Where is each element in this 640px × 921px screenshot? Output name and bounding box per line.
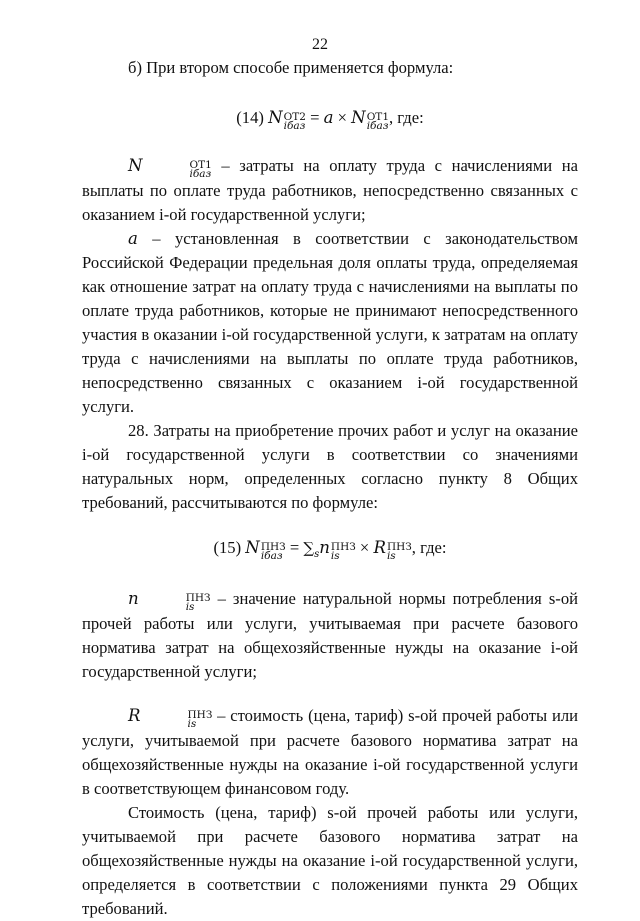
- definition-n-ot1-symbol: N: [128, 156, 143, 175]
- definition-r-pnz-sup: ПНЗ: [187, 709, 213, 721]
- definition-r-pnz-symbol: R: [128, 706, 141, 725]
- definition-r-pnz-sub: is: [187, 718, 197, 730]
- formula-15-lhs-symbol: N: [245, 538, 260, 557]
- page-number: 22: [312, 36, 328, 53]
- definition-n-pnz-sub: is: [185, 601, 195, 613]
- definition-a-text: – установленная в соответствии с законодательством Российской Федерации предельная доля оплаты труда, определяемая как отношение затрат на оплату труда с начислениями на выплаты по оплате труда работников, которые не принимают непосредственного участия в оказании i-ой государственной услуги, к затратам на оплату труда с начислениями на выплаты по оплате труда работников, непосредственно связанных с оказанием i-ой государственной услуги.: [82, 229, 578, 416]
- formula-14: [82, 106, 578, 131]
- formula-14-lhs-sup: ОТ2: [283, 111, 306, 123]
- definition-r-pnz-text: – стоимость (цена, тариф) s-ой прочей работы или услуги, учитываемой при расчете базового норматива затрат на общехозяйственные нужды на оказание i-ой государственной услуги в соответствующем финансовом году.: [82, 706, 578, 798]
- formula-14-tail: , где:: [389, 108, 424, 127]
- formula-15-n-symbol: n: [319, 538, 330, 557]
- final-paragraph: Стоимость (цена, тариф) s-ой прочей работы или услуги, учитываемой при расчете базового норматива затрат на общехозяйственные нужды на оказание i-ой государственной услуги, определяется в соответствии с положениями пункта 29 Общих требований.: [82, 803, 578, 918]
- definition-n-pnz-text: – значение натуральной нормы потребления s-ой прочей работы или услуги, учитываемая при расчете базового норматива затрат на общехозяйственные нужды на оказание i-ой государственной услуги;: [82, 589, 578, 681]
- definition-a-symbol: a: [128, 229, 138, 248]
- formula-14-rhs-sup: ОТ1: [366, 111, 389, 123]
- formula-15-number: (15): [213, 538, 242, 557]
- formula-15-n-sub: is: [330, 550, 340, 562]
- definition-a: [82, 227, 578, 419]
- definition-n-pnz-symbol: n: [128, 589, 139, 608]
- formula-14-equals: =: [310, 108, 320, 127]
- formula-15-sum-sign: ∑: [303, 539, 315, 557]
- formula-14-lhs-sub: iбаз: [283, 120, 306, 132]
- formula-15: [82, 536, 578, 567]
- formula-15-times: ×: [359, 538, 370, 557]
- definition-n-ot1-sup: ОТ1: [189, 159, 212, 171]
- definition-n-pnz-sup: ПНЗ: [185, 592, 211, 604]
- formula-15-r-sup: ПНЗ: [386, 541, 412, 553]
- definition-n-ot1: [82, 154, 578, 227]
- formula-14-lhs-symbol: N: [268, 108, 283, 127]
- formula-15-equals: =: [289, 538, 300, 557]
- formula-15-tail: , где:: [411, 538, 447, 557]
- formula-14-rhs-symbol: N: [351, 108, 366, 127]
- formula-14-times: ×: [337, 108, 348, 127]
- definition-n-ot1-text: – затраты на оплату труда с начислениями на выплаты по оплате труда работников, непосредственно связанных с оказанием i-ой государственной услуги;: [82, 156, 578, 224]
- formula-14-rhs-sub: iбаз: [366, 120, 389, 132]
- paragraph-28: 28. Затраты на приобретение прочих работ и услуг на оказание i-ой государственной услуги в соответствии со значениями натуральных норм, определенных согласно пункту 8 Общих требований, рассчитываются по формуле:: [82, 421, 578, 512]
- formula-15-n-sup: ПНЗ: [330, 541, 356, 553]
- formula-14-number: (14): [236, 108, 264, 127]
- definition-n-ot1-sub: iбаз: [189, 168, 212, 180]
- formula-15-r-symbol: R: [373, 538, 386, 557]
- intro-paragraph: б) При втором способе применяется формула:: [128, 58, 454, 77]
- formula-15-r-sub: is: [386, 550, 396, 562]
- formula-15-sum-index: s: [314, 549, 320, 560]
- page-body: [82, 56, 578, 921]
- definition-r-pnz: [82, 704, 578, 801]
- definition-n-pnz: [82, 587, 578, 684]
- formula-14-coef: a: [323, 108, 334, 127]
- formula-15-lhs-sub: iбаз: [260, 550, 283, 562]
- formula-15-lhs-sup: ПНЗ: [260, 541, 286, 553]
